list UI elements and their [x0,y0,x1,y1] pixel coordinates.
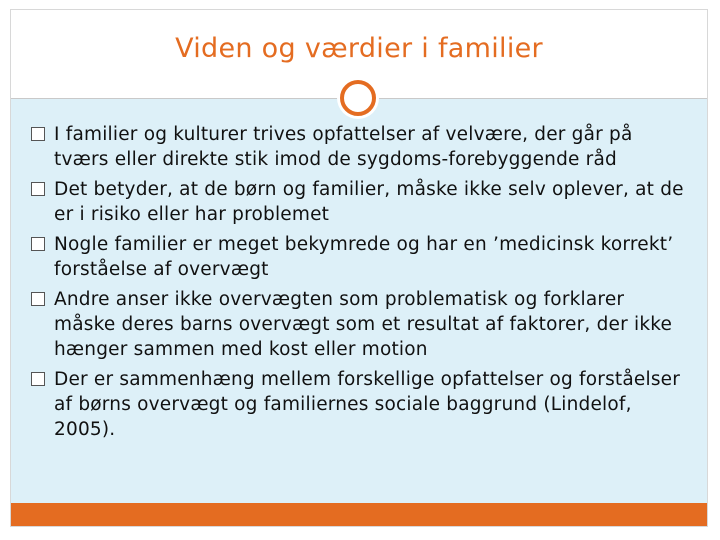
empty-square-icon [31,292,45,306]
bullet-list [30,122,690,447]
bullet-item [30,367,690,442]
bullet-text: Der er sammenhæng mellem forskellige opfattelser og forståelser af børns overvægt og familiernes sociale baggrund (Lindelof, 2005). [54,369,681,440]
circle-ornament-icon [340,80,376,116]
empty-square-icon [31,372,45,386]
bullet-item [30,177,690,227]
bullet-text: Andre anser ikke overvægten som problematisk og forklarer måske deres barns overvægt som et resultat af faktorer, der ikke hænger sammen med kost eller motion [54,289,673,360]
bullet-text: I familier og kulturer trives opfattelser af velvære, der går på tværs eller direkte stik imod de sygdoms-forebyggende råd [54,124,633,170]
empty-square-icon [31,237,45,251]
footer-bar [11,503,707,526]
bullet-item [30,122,690,172]
empty-square-icon [31,127,45,141]
bullet-item [30,232,690,282]
slide-title: Viden og værdier i familier [175,33,543,64]
empty-square-icon [31,182,45,196]
bullet-item [30,287,690,362]
bullet-text: Nogle familier er meget bekymrede og har en ’medicinsk korrekt’ forståelse af overvægt [54,234,674,280]
bullet-text: Det betyder, at de børn og familier, måske ikke selv oplever, at de er i risiko eller har problemet [54,179,684,225]
